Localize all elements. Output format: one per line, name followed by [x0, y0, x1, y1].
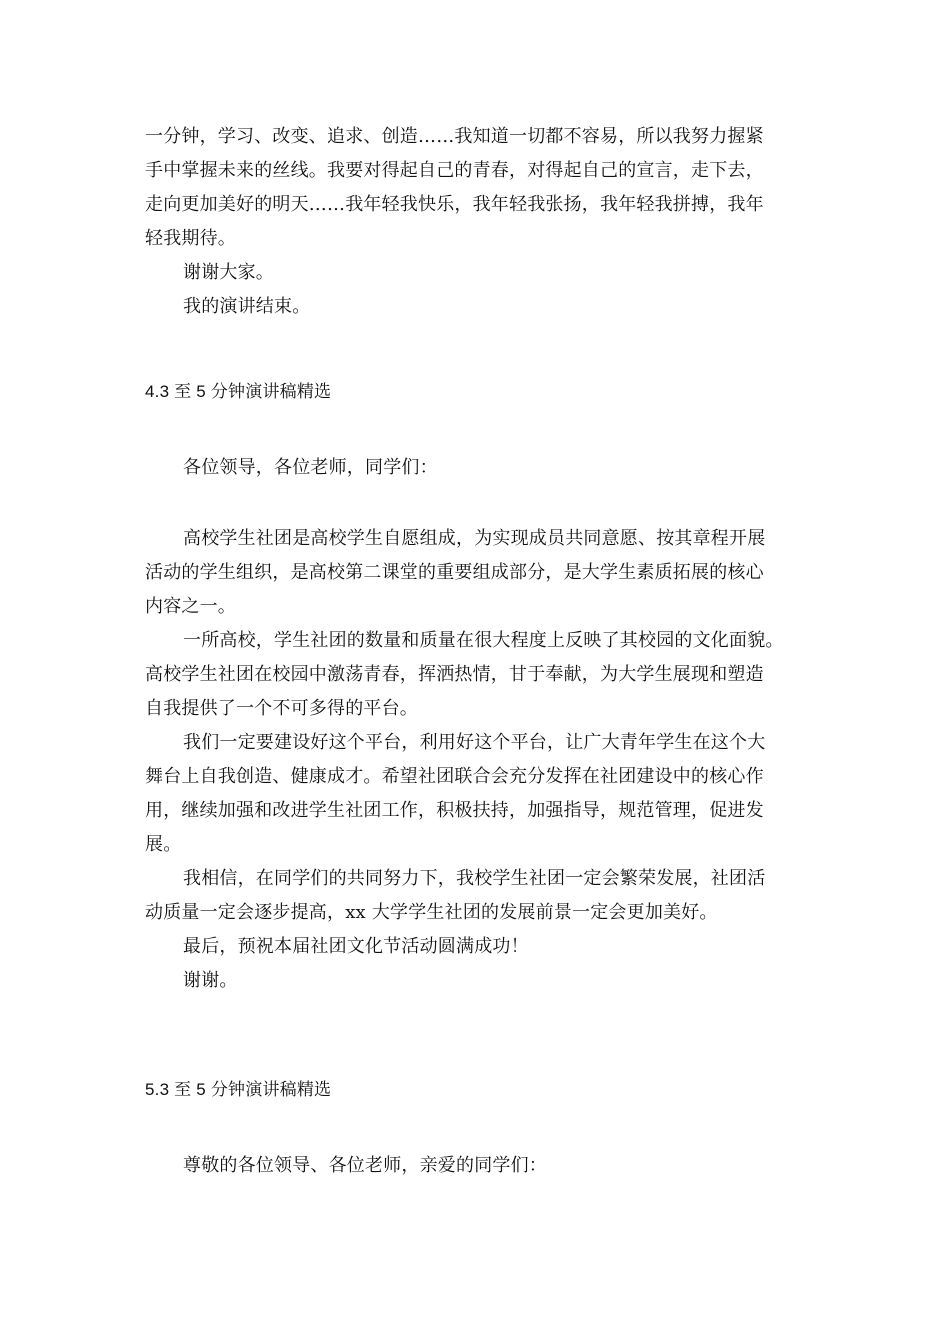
paragraph-line: 用，继续加强和改进学生社团工作，积极扶持，加强指导，规范管理，促进发	[145, 800, 764, 821]
paragraph-line: 内容之一。	[145, 596, 236, 617]
paragraph-line: 展。	[145, 834, 182, 855]
paragraph-line: 我相信，在同学们的共同努力下，我校学生社团一定会繁荣发展，社团活	[183, 868, 766, 889]
paragraph-line: 活动的学生组织，是高校第二课堂的重要组成部分，是大学生素质拓展的核心	[145, 562, 764, 583]
text-line: 手中掌握未来的丝线。我要对得起自己的青春，对得起自己的宣言，走下去，	[145, 160, 764, 181]
text-line: 一分钟，学习、改变、追求、创造……我知道一切都不容易，所以我努力握紧	[145, 126, 764, 147]
salutation-line: 各位领导，各位老师，同学们：	[183, 457, 438, 478]
paragraph-line: 舞台上自我创造、健康成才。希望社团联合会充分发挥在社团建设中的核心作	[145, 766, 764, 787]
text-line: 轻我期待。	[145, 228, 236, 249]
paragraph-line: 最后，预祝本届社团文化节活动圆满成功！	[183, 936, 529, 957]
end-line: 我的演讲结束。	[183, 296, 311, 317]
intro-continuation	[145, 120, 810, 324]
paragraph-line: 高校学生社团是高校学生自愿组成，为实现成员共同意愿、按其章程开展	[183, 528, 766, 549]
section-5-salutation	[145, 1149, 810, 1183]
section-5-heading: 5.3 至 5 分钟演讲稿精选	[145, 1080, 332, 1099]
paragraph-line: 动质量一定会逐步提高，xx 大学学生社团的发展前景一定会更加美好。	[145, 902, 718, 923]
paragraph-line: 高校学生社团在校园中激荡青春，挥洒热情，甘于奉献，为大学生展现和塑造	[145, 664, 764, 685]
section-4-body	[145, 522, 810, 998]
section-4-salutation	[145, 451, 810, 485]
thanks-line: 谢谢大家。	[183, 262, 274, 283]
paragraph-line: 我们一定要建设好这个平台，利用好这个平台，让广大青年学生在这个大	[183, 732, 766, 753]
section-4-heading: 4.3 至 5 分钟演讲稿精选	[145, 382, 332, 401]
paragraph-line: 自我提供了一个不可多得的平台。	[145, 698, 418, 719]
paragraph-line: 谢谢。	[183, 970, 238, 991]
salutation-line: 尊敬的各位领导、各位老师，亲爱的同学们：	[183, 1155, 547, 1176]
paragraph-line: 一所高校，学生社团的数量和质量在很大程度上反映了其校园的文化面貌。	[183, 630, 784, 651]
text-line: 走向更加美好的明天……我年轻我快乐，我年轻我张扬，我年轻我拼搏，我年	[145, 194, 764, 215]
